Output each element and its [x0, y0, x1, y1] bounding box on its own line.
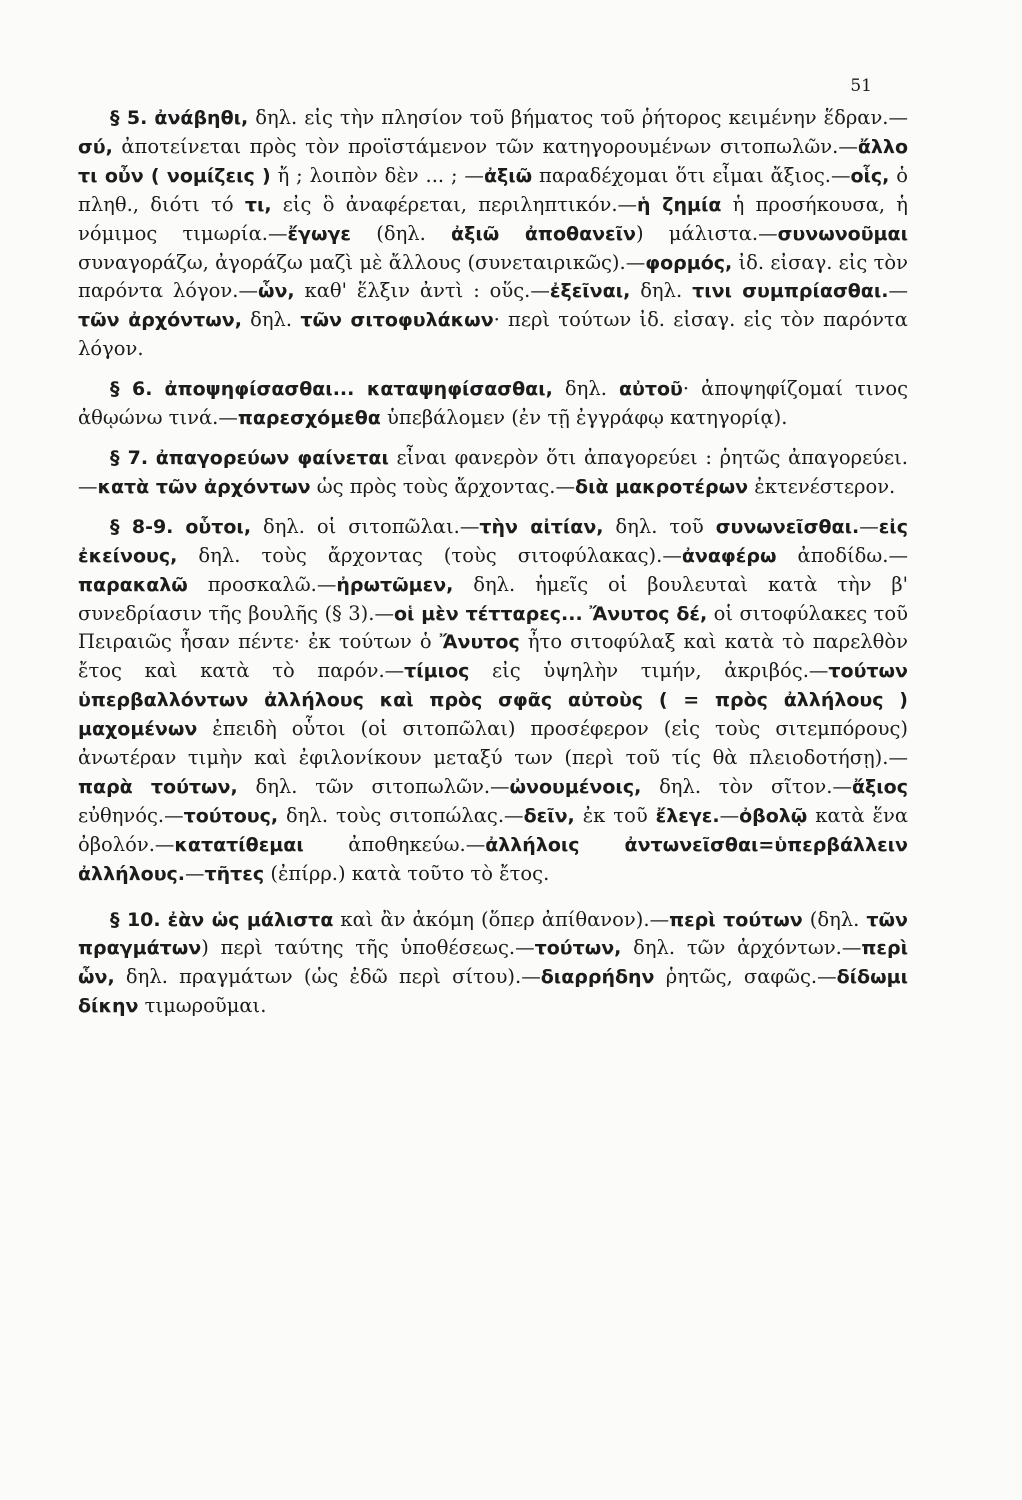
gloss-text: δηλ. ἡμεῖς οἱ βουλευταὶ κατὰ τὴν β' συνεδρίασιν τῆς βουλῆς (§ 3).—: [78, 572, 908, 625]
headword: οὗτοι,: [185, 515, 252, 538]
headword: δίδωμι δίκην: [78, 966, 908, 1018]
headword: ἀναφέρω: [681, 544, 777, 567]
gloss-text: δηλ.: [241, 308, 301, 332]
gloss-text: προσκαλῶ.—: [187, 572, 337, 596]
gloss-text: ὑπεβάλομεν (ἐν τῇ ἐγγράφῳ κατηγορίᾳ).: [380, 406, 788, 430]
commentary-text: [78, 104, 908, 1021]
gloss-text: ἐπειδὴ οὗτοι (οἱ σιτοπῶλαι) προσέφερον (εἰς τοὺς σιτεμπόρους) ἀνωτέραν τιμὴν καὶ ἐφιλονίκουν μεταξύ των (περὶ τοῦ τίς θὰ πλειοδοτήσῃ).—: [78, 717, 908, 770]
gloss-text: ὡς πρὸς τοὺς ἄρχοντας.—: [310, 474, 576, 498]
gloss-text: εἶναι φανερὸν ὅτι ἀπαγορεύει : ῥητῶς ἀπαγορεύει.—: [78, 445, 908, 498]
gloss-text: ἐκτενέστερον.: [748, 474, 896, 498]
gloss-text: κατὰ ἕνα ὀβολόν.—: [78, 803, 908, 856]
gloss-text: —: [859, 514, 879, 538]
headword: κατὰ τῶν ἀρχόντων: [97, 475, 311, 498]
headword: ἡ ζημία: [637, 193, 722, 216]
headword: ἀξιῶ: [483, 164, 533, 187]
gloss-text: ὁ πληθ., διότι τό: [78, 163, 908, 216]
gloss-text: —: [185, 861, 205, 885]
gloss-text: οἱ σιτοφύλακες τοῦ Πειραιῶς ἦσαν πέντε· ἐκ τούτων ὁ: [78, 601, 908, 654]
gloss-text: δηλ. οἱ σιτοπῶλαι.—: [251, 514, 480, 538]
gloss-text: δηλ.: [630, 279, 693, 303]
headword: ἐξεῖναι,: [549, 280, 631, 303]
page-number: 51: [850, 76, 872, 96]
gloss-text: [173, 515, 185, 538]
headword: περὶ ὧν,: [78, 937, 908, 989]
headword: τῆτες: [204, 862, 265, 885]
headword: παρὰ τούτων,: [78, 775, 238, 798]
headword: ἔλεγε.: [655, 804, 720, 827]
headword: § 10.: [110, 908, 161, 931]
headword: § 7.: [110, 446, 149, 469]
headword: ἄλλο τι οὖν ( νομίζεις ): [78, 135, 908, 187]
gloss-text: ἀποδίδω.—: [776, 543, 908, 567]
headword: αὐτοῦ: [618, 378, 683, 401]
gloss-text: (ἐπίρρ.) κατὰ τοῦτο τὸ ἔτος.: [264, 861, 550, 885]
gloss-text: δηλ. τοῦ: [603, 514, 716, 538]
headword: ἀποψηφίσασθαι... καταψηφίσασθαι,: [164, 378, 553, 401]
gloss-text: ἐκ τοῦ: [574, 803, 656, 827]
headword: δεῖν,: [523, 804, 575, 827]
gloss-text: —: [719, 803, 740, 827]
gloss-text: παραδέχομαι ὅτι εἶμαι ἄξιος.—: [532, 163, 851, 187]
headword: ἄξιος: [851, 775, 908, 798]
headword: ὠνουμένοις,: [509, 775, 642, 798]
gloss-text: ῥητῶς, σαφῶς.—: [654, 965, 837, 989]
headword: οἷς,: [850, 164, 890, 187]
gloss-text: ἦτο σιτοφύλαξ καὶ κατὰ τὸ παρελθὸν ἔτος καὶ κατὰ τὸ παρόν.—: [78, 630, 908, 683]
gloss-text: δηλ. τῶν ἀρχόντων.—: [621, 936, 862, 960]
gloss-text: (δηλ.: [351, 221, 452, 245]
gloss-text: εἰς ὑψηλὴν τιμήν, ἀκριβός.—: [469, 659, 829, 683]
headword: ἐὰν ὡς μάλιστα: [167, 908, 334, 931]
gloss-text: ) μάλιστα.—: [635, 221, 778, 245]
headword: ὀβολῷ: [739, 804, 808, 827]
headword: συνωνοῦμαι: [777, 222, 908, 245]
headword: τῶν ἀρχόντων,: [78, 309, 242, 332]
gloss-text: ἀποτείνεται πρὸς τὸν προϊστάμενον τῶν κατηγορουμένων σιτοπωλῶν.—: [112, 134, 858, 158]
gloss-text: —: [888, 279, 908, 303]
headword: § 6.: [110, 378, 153, 401]
gloss-text: συναγοράζω, ἀγοράζω μαζὶ μὲ ἄλλους (συνεταιρικῶς).—: [78, 250, 646, 274]
gloss-text: τιμωροῦμαι.: [138, 994, 267, 1018]
gloss-text: · περὶ τούτων ἰδ. εἰσαγ. εἰς τὸν παρόντα λόγον.: [78, 308, 908, 361]
headword: ὧν,: [257, 280, 295, 303]
headword: παρακαλῶ: [78, 573, 188, 596]
gloss-text: ἤ ; λοιπὸν δὲν ... ; —: [270, 163, 484, 187]
gloss-text: καὶ ἂν ἀκόμη (ὅπερ ἀπίθανον).—: [333, 907, 670, 931]
gloss-text: ἡ προσήκουσα, ἡ νόμιμος τιμωρία.—: [78, 192, 908, 245]
headword: ἠρωτῶμεν,: [336, 573, 454, 596]
headword: οἱ μὲν τέτταρες... Ἄνυτος δέ,: [393, 602, 708, 625]
gloss-text: (δηλ.: [802, 907, 867, 931]
headword: εἰς ἐκείνους,: [78, 515, 908, 567]
headword: τὴν αἰτίαν,: [479, 515, 604, 538]
headword: τι,: [244, 193, 272, 216]
paragraph-section-8-9: [78, 513, 908, 889]
headword: παρεσχόμεθα: [237, 407, 381, 430]
headword: τούτων ὑπερβαλλόντων ἀλλήλους καὶ πρὸς σφᾶς αὐτοὺς ( = πρὸς ἀλλήλους ) μαχομένων: [78, 660, 908, 741]
headword: τῶν πραγμάτων: [78, 908, 908, 960]
headword: περὶ τούτων: [669, 908, 803, 931]
gloss-text: εἰς ὃ ἀναφέρεται, περιληπτικόν.—: [271, 192, 638, 216]
headword: φορμός,: [645, 251, 733, 274]
headword: συνωνεῖσθαι.: [715, 515, 860, 538]
gloss-text: ἰδ. εἰσαγ. εἰς τὸν παρόντα λόγον.—: [78, 250, 908, 303]
gloss-text: δηλ. πραγμάτων (ὡς ἐδῶ περὶ σίτου).—: [114, 965, 541, 989]
gloss-text: [161, 908, 168, 931]
headword: ἀνάβηθι,: [154, 107, 249, 129]
headword: τούτους,: [183, 804, 279, 827]
headword: διαρρήδην: [540, 966, 655, 989]
headword: ἀλλήλοις ἀντωνεῖσθαι=ὑπερβάλλειν ἀλλήλους.: [78, 833, 908, 885]
paragraph-section-6: [78, 375, 908, 433]
headword: Ἄνυτος: [439, 631, 520, 654]
headword: § 5.: [110, 107, 148, 129]
gloss-text: καθ' ἕλξιν ἀντὶ : οὕς.—: [294, 279, 550, 303]
gloss-text: δηλ. τῶν σιτοπωλῶν.—: [237, 774, 510, 798]
headword: τίμιος: [404, 660, 470, 683]
gloss-text: ) περὶ ταύτης τῆς ὑποθέσεως.—: [201, 936, 535, 960]
gloss-text: δηλ. εἰς τὴν πλησίον τοῦ βήματος τοῦ ῥήτορος κειμένην ἕδραν.—: [248, 106, 909, 129]
headword: τινι συμπρίασθαι.: [692, 280, 889, 303]
paragraph-section-10: [78, 906, 908, 1022]
headword: ἔγωγε: [287, 222, 352, 245]
headword: ἀξιῶ ἀποθανεῖν: [451, 222, 636, 245]
headword: τῶν σιτοφυλάκων: [300, 309, 494, 332]
headword: διὰ μακροτέρων: [575, 475, 749, 498]
gloss-text: · ἀποψηφίζομαί τινος ἀθῳώνω τινά.—: [78, 377, 908, 430]
headword: § 8-9.: [110, 515, 174, 538]
headword: τούτων,: [534, 937, 622, 960]
gloss-text: δηλ. τὸν σῖτον.—: [641, 774, 852, 798]
headword: κατατίθεμαι: [174, 833, 304, 856]
headword: σύ,: [78, 135, 113, 158]
paragraph-section-7: [78, 444, 908, 502]
gloss-text: [148, 446, 156, 469]
gloss-text: ἀποθηκεύω.—: [303, 832, 486, 856]
gloss-text: δηλ.: [552, 377, 619, 401]
headword: ἀπαγορεύων φαίνεται: [155, 446, 389, 469]
gloss-text: [152, 377, 164, 400]
paragraph-section-5: [78, 104, 908, 364]
gloss-text: δηλ. τοὺς σιτοπώλας.—: [278, 803, 524, 827]
gloss-text: εὐθηνός.—: [78, 803, 184, 827]
gloss-text: δηλ. τοὺς ἄρχοντας (τοὺς σιτοφύλακας).—: [177, 543, 682, 567]
